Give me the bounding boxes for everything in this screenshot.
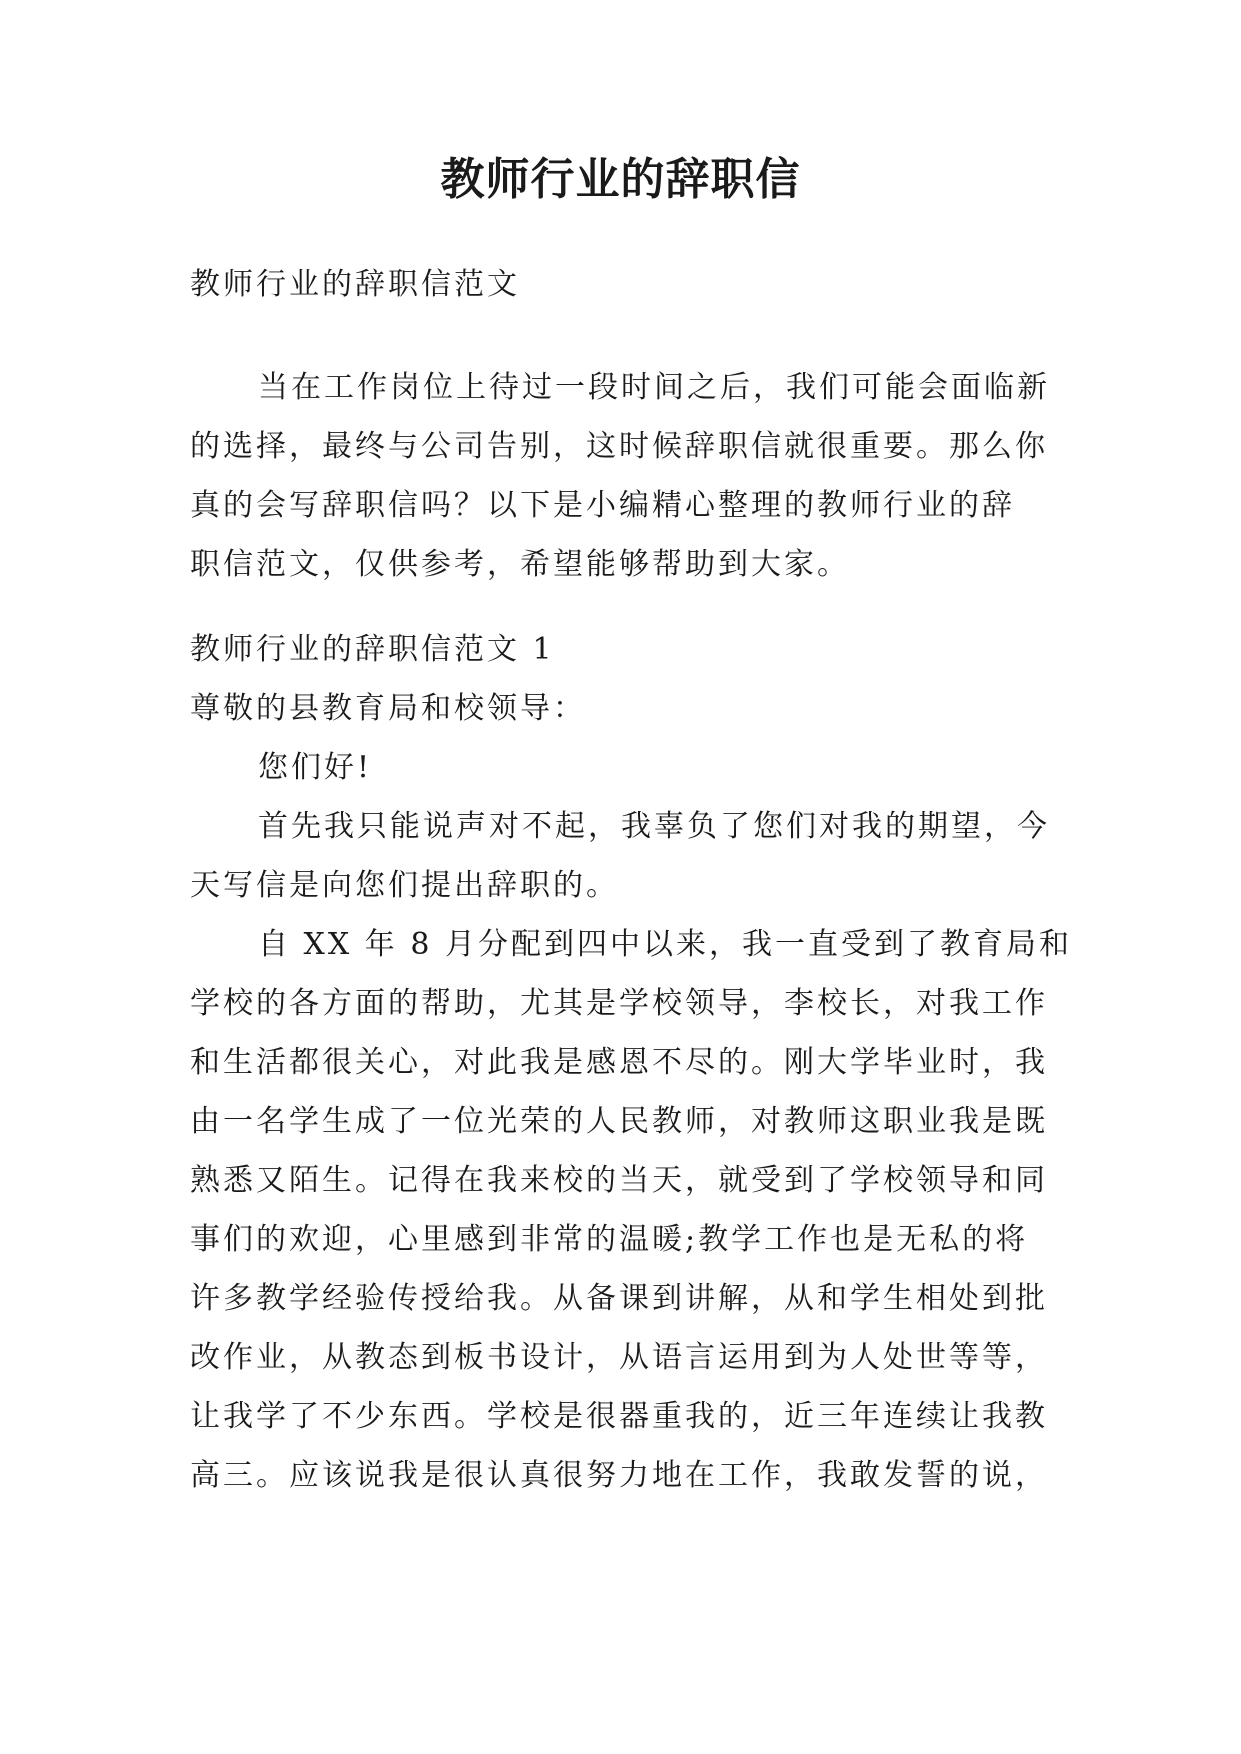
para2-line: 自 XX 年 8 月分配到四中以来，我一直受到了教育局和 (258, 927, 1072, 962)
document-title: 教师行业的辞职信 (440, 154, 801, 205)
salutation: 尊敬的县教育局和校领导： (190, 691, 586, 726)
para2-line: 许多教学经验传授给我。从备课到讲解，从和学生相处到批 (190, 1281, 1048, 1316)
para2-line: 高三。应该说我是很认真很努力地在工作，我敢发誓的说， (190, 1458, 1048, 1493)
para2-line: 让我学了不少东西。学校是很器重我的，近三年连续让我教 (190, 1399, 1048, 1434)
para2-line: 由一名学生成了一位光荣的人民教师，对教师这职业我是既 (190, 1104, 1048, 1139)
para2-line: 熟悉又陌生。记得在我来校的当天，就受到了学校领导和同 (190, 1163, 1048, 1198)
para2-line: 改作业，从教态到板书设计，从语言运用到为人处世等等， (190, 1340, 1048, 1375)
para1-line: 天写信是向您们提出辞职的。 (190, 868, 619, 903)
para2-line: 事们的欢迎，心里感到非常的温暖;教学工作也是无私的将 (190, 1222, 1029, 1257)
intro-paragraph (190, 358, 1050, 594)
sample-heading: 教师行业的辞职信范文 1 (190, 632, 555, 667)
intro-line: 真的会写辞职信吗？以下是小编精心整理的教师行业的辞 (190, 488, 1015, 523)
intro-line: 职信范文，仅供参考，希望能够帮助到大家。 (190, 547, 850, 582)
document-subtitle (190, 255, 1050, 314)
para1-line: 首先我只能说声对不起，我辜负了您们对我的期望，今 (258, 809, 1050, 844)
letter-body (190, 620, 1072, 1505)
intro-line: 当在工作岗位上待过一段时间之后，我们可能会面临新 (258, 370, 1050, 405)
para2-line: 和生活都很关心，对此我是感恩不尽的。刚大学毕业时，我 (190, 1045, 1048, 1080)
intro-line: 的选择，最终与公司告别，这时候辞职信就很重要。那么你 (190, 429, 1048, 464)
greeting: 您们好! (258, 750, 373, 785)
para2-line: 学校的各方面的帮助，尤其是学校领导，李校长，对我工作 (190, 986, 1048, 1021)
subtitle-text: 教师行业的辞职信范文 (190, 267, 520, 302)
